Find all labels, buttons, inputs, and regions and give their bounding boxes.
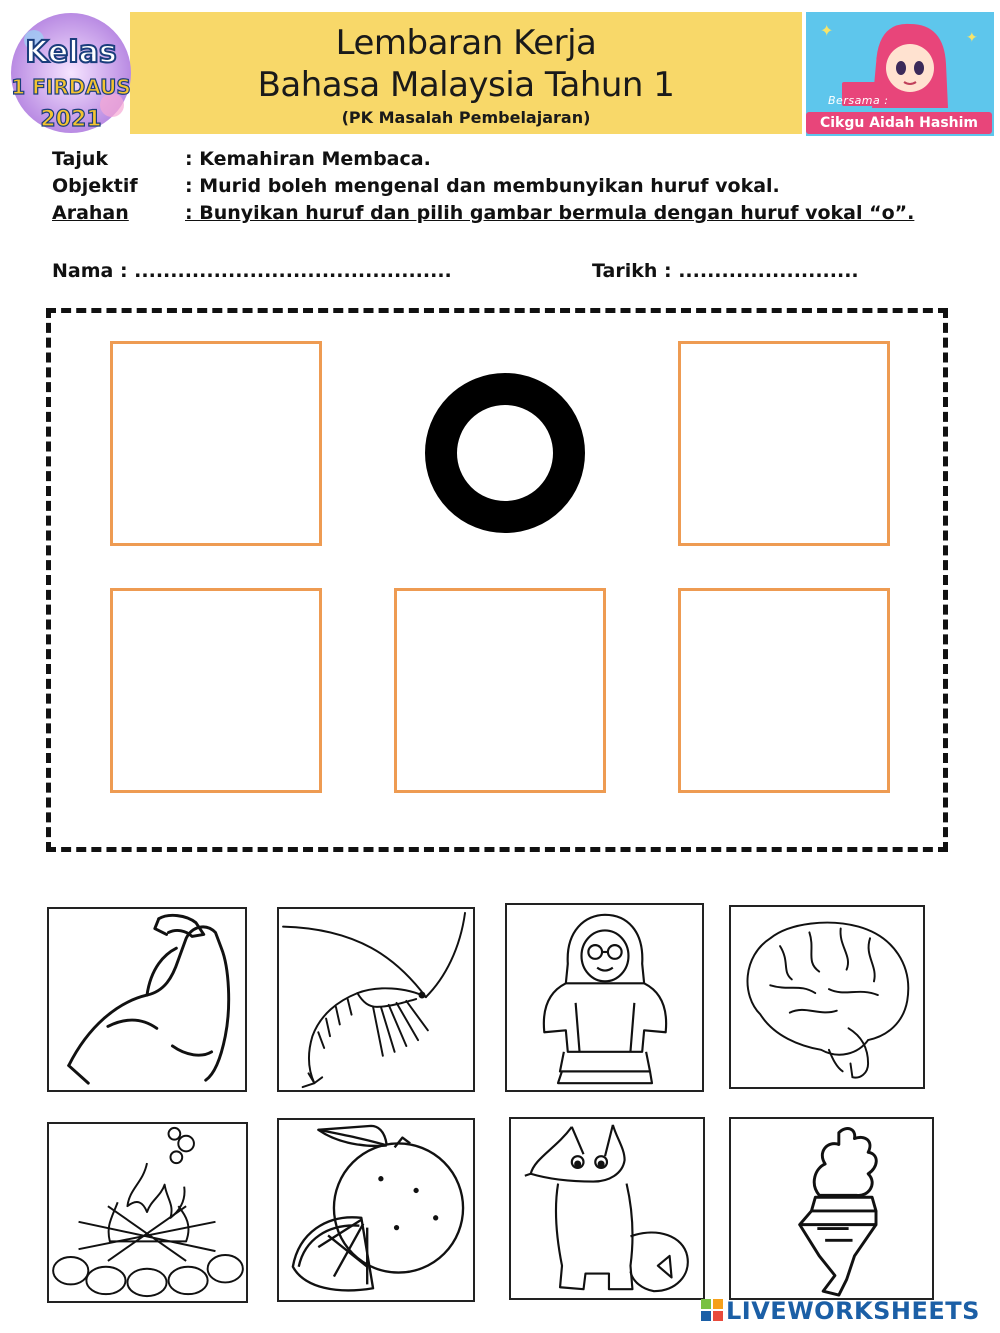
- info-value: : Murid boleh mengenal dan membunyikan huruf vokal.: [185, 175, 780, 197]
- picture-card-8[interactable]: [729, 1117, 934, 1300]
- worksheet-header: [0, 8, 1000, 134]
- picture-card-3[interactable]: [505, 903, 704, 1092]
- brain-icon: [731, 907, 923, 1087]
- svg-text:Kelas: Kelas: [25, 35, 117, 70]
- fox-icon: [511, 1119, 703, 1298]
- avatar-caption-bersama: Bersama :: [828, 94, 889, 107]
- info-label: Objektif: [52, 175, 138, 197]
- svg-text:2021: 2021: [40, 107, 102, 132]
- title-line-2: Bahasa Malaysia Tahun 1: [257, 65, 675, 105]
- liveworksheets-watermark: [700, 1297, 980, 1325]
- drop-box-4[interactable]: [394, 588, 606, 793]
- title-line-1: Lembaran Kerja: [335, 23, 597, 63]
- liveworksheets-logo-icon: [700, 1298, 724, 1322]
- vowel-letter-o: [425, 373, 585, 533]
- header-title: [130, 22, 802, 106]
- orange-fruit-icon: [279, 1120, 473, 1300]
- tarikh-field[interactable]: Tarikh : .........................: [592, 260, 859, 282]
- info-value: : Kemahiran Membaca.: [185, 148, 431, 170]
- picture-card-7[interactable]: [509, 1117, 705, 1300]
- info-label: Tajuk: [52, 148, 109, 170]
- picture-card-5[interactable]: [47, 1122, 248, 1303]
- avatar-caption-teacher: Cikgu Aidah Hashim: [806, 112, 992, 134]
- campfire-icon: [49, 1124, 246, 1301]
- info-value: : Bunyikan huruf dan pilih gambar bermula dengan huruf vokal “o”.: [185, 202, 915, 224]
- svg-text:✦: ✦: [820, 21, 834, 40]
- drop-box-1[interactable]: [110, 341, 322, 546]
- svg-text:✦: ✦: [966, 30, 978, 46]
- picture-card-6[interactable]: [277, 1118, 475, 1302]
- grandmother-icon: [507, 905, 702, 1090]
- picture-card-1[interactable]: [47, 907, 247, 1092]
- info-label: Arahan: [52, 202, 129, 224]
- svg-text:1 FIRDAUS: 1 FIRDAUS: [11, 75, 131, 99]
- picture-card-2[interactable]: [277, 907, 475, 1092]
- torch-icon: [731, 1119, 932, 1298]
- header-subtitle: (PK Masalah Pembelajaran): [341, 108, 591, 127]
- nama-field[interactable]: Nama : ............................................: [52, 260, 452, 282]
- kelas-badge-logo: [4, 10, 138, 136]
- drop-box-2[interactable]: [678, 341, 890, 546]
- picture-card-4[interactable]: [729, 905, 925, 1089]
- drop-box-3[interactable]: [110, 588, 322, 793]
- drop-box-5[interactable]: [678, 588, 890, 793]
- flexed-arm-icon: [49, 909, 245, 1090]
- watermark-text: LIVEWORKSHEETS: [726, 1297, 980, 1325]
- shrimp-icon: [279, 909, 473, 1090]
